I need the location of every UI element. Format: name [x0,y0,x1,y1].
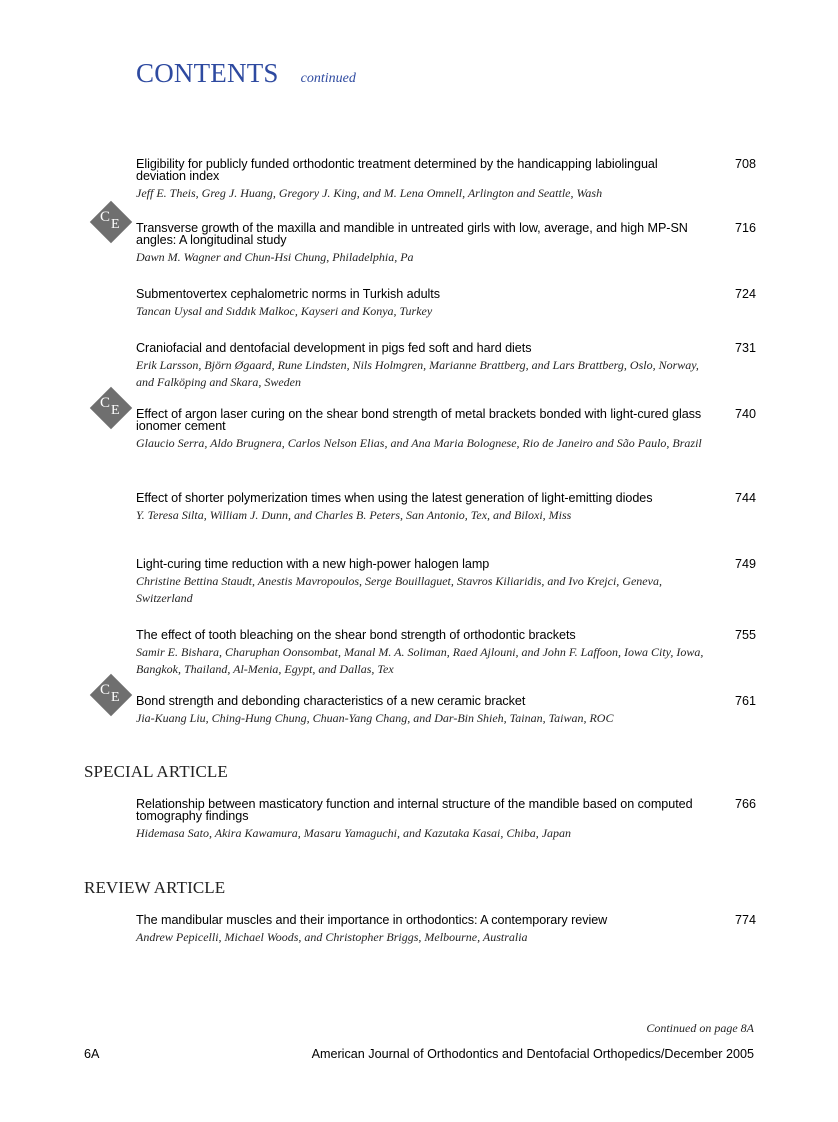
ce-credit-icon: C E [89,200,133,244]
article-authors: Dawn M. Wagner and Chun-Hsi Chung, Philadelphia, Pa [136,250,414,264]
article-authors: Christine Bettina Staudt, Anestis Mavropoulos, Serge Bouillaguet, Stavros Kiliaridis, and Ivo Krejci, Geneva, Switzerland [136,574,662,605]
ce-credit-icon: C E [89,386,133,430]
article-page-number[interactable]: 708 [734,157,756,171]
article-authors: Erik Larsson, Björn Øgaard, Rune Lindsten, Nils Holmgren, Marianne Brattberg, and Lars Brattberg, Oslo, Norway, and Falköping and Skara, Sweden [136,358,699,389]
page-subtitle: continued [300,71,356,86]
article-title[interactable]: Submentovertex cephalometric norms in Turkish adults [136,287,440,301]
article-authors: Tancan Uysal and Sıddık Malkoc, Kayseri and Konya, Turkey [136,304,433,318]
article-title[interactable]: Transverse growth of the maxilla and mandible in untreated girls with low, average, and high MP-SN angles: A longitudinal study [136,221,688,247]
page-header [136,58,356,89]
article-title[interactable]: The effect of tooth bleaching on the shear bond strength of orthodontic brackets [136,628,576,642]
toc-entry[interactable] [136,558,756,607]
toc-entry[interactable] [136,798,756,842]
article-authors: Jeff E. Theis, Greg J. Huang, Gregory J. King, and M. Lena Omnell, Arlington and Seattle, Wash [136,186,603,200]
toc-entry[interactable] [136,695,756,727]
article-authors: Y. Teresa Silta, William J. Dunn, and Charles B. Peters, San Antonio, Tex, and Biloxi, Miss [136,508,572,522]
article-title[interactable]: Effect of shorter polymerization times when using the latest generation of light-emitting diodes [136,491,653,505]
article-title[interactable]: Eligibility for publicly funded orthodontic treatment determined by the handicapping labiolingual deviation index [136,157,658,183]
article-authors: Samir E. Bishara, Charuphan Oonsombat, Manal M. A. Soliman, Raed Ajlouni, and John F. Laffoon, Iowa City, Iowa, Bangkok, Thailand, Al-Menia, Egypt, and Dallas, Tex [136,645,704,676]
article-page-number[interactable]: 749 [734,557,756,571]
article-page-number[interactable]: 731 [734,341,756,355]
toc-entry[interactable] [136,342,756,391]
footer-journal-title: American Journal of Orthodontics and Dentofacial Orthopedics/December 2005 [311,1047,754,1061]
article-title[interactable]: Light-curing time reduction with a new high-power halogen lamp [136,557,490,571]
article-authors: Hidemasa Sato, Akira Kawamura, Masaru Yamaguchi, and Kazutaka Kasai, Chiba, Japan [136,826,572,840]
article-page-number[interactable]: 744 [734,491,756,505]
article-page-number[interactable]: 755 [734,628,756,642]
article-authors: Jia-Kuang Liu, Ching-Hung Chung, Chuan-Yang Chang, and Dar-Bin Shieh, Tainan, Taiwan, ROC [136,711,614,725]
toc-entry[interactable] [136,492,756,524]
article-title[interactable]: Craniofacial and dentofacial development in pigs fed soft and hard diets [136,341,532,355]
article-page-number[interactable]: 774 [734,913,756,927]
page-title: CONTENTS [136,58,279,88]
article-authors: Andrew Pepicelli, Michael Woods, and Christopher Briggs, Melbourne, Australia [136,930,528,944]
article-page-number[interactable]: 766 [734,797,756,811]
article-title[interactable]: The mandibular muscles and their importance in orthodontics: A contemporary review [136,913,608,927]
toc-entry[interactable] [136,914,756,946]
article-authors: Glaucio Serra, Aldo Brugnera, Carlos Nelson Elias, and Ana Maria Bolognese, Rio de Janeiro and São Paulo, Brazil [136,436,702,450]
section-heading-special-article: SPECIAL ARTICLE [84,762,228,781]
toc-entry[interactable] [136,408,756,452]
continued-note: Continued on page 8A [646,1021,754,1035]
article-page-number[interactable]: 761 [734,694,756,708]
article-page-number[interactable]: 740 [734,407,756,421]
toc-entry[interactable] [136,158,756,202]
ce-credit-icon: C E [89,673,133,717]
article-page-number[interactable]: 724 [734,287,756,301]
article-title[interactable]: Relationship between masticatory function and internal structure of the mandible based on computed tomography findings [136,797,693,823]
section-heading-review-article: REVIEW ARTICLE [84,878,226,897]
article-page-number[interactable]: 716 [734,221,756,235]
article-title[interactable]: Effect of argon laser curing on the shear bond strength of metal brackets bonded with light-cured glass ionomer cement [136,407,702,433]
toc-entry[interactable] [136,629,756,678]
toc-entry[interactable] [136,222,756,266]
article-title[interactable]: Bond strength and debonding characteristics of a new ceramic bracket [136,694,526,708]
footer-page-number: 6A [84,1047,100,1061]
toc-entry[interactable] [136,288,756,320]
